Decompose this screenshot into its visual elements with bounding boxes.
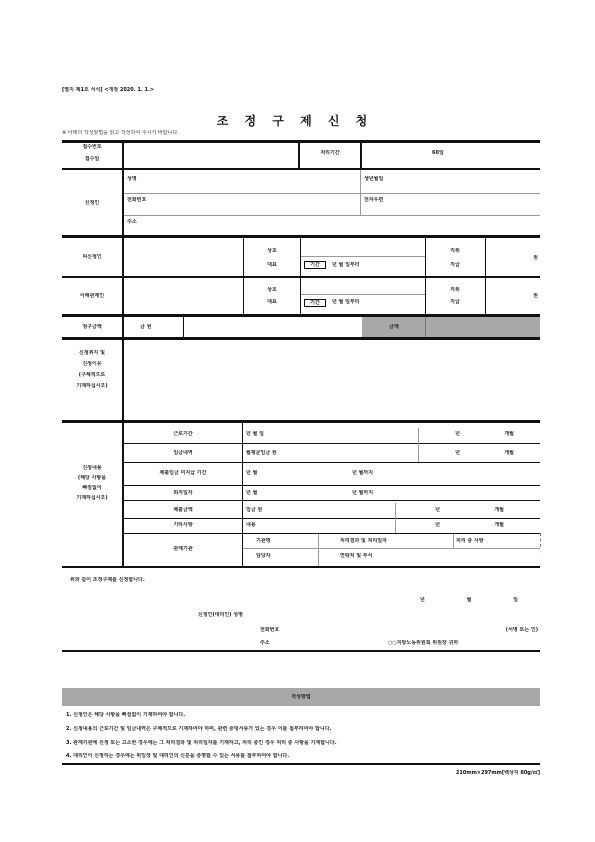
details-section-label (64, 465, 120, 501)
rule (360, 143, 362, 168)
rule (124, 485, 540, 486)
details-other-sub1: 기관명 (256, 538, 271, 544)
details-row-value[interactable]: 년 월 (246, 490, 258, 496)
notes-line: 1. 신청인은 해당 사항을 빠짐없이 기재하여야 합니다. (66, 712, 186, 718)
rule (62, 650, 540, 652)
party1-unit: 원 (533, 255, 538, 261)
overflow-marker (540, 533, 544, 547)
details-row-value[interactable]: 년 월까지 (352, 470, 374, 476)
details-other-sub1-v2[interactable]: 처리 중 사항 (456, 538, 484, 544)
rule (124, 500, 540, 501)
declaration-applicant: 신청인(대리인) 성명 (198, 612, 243, 618)
details-row-label: 체불임금 미지급 기간 (159, 470, 207, 476)
rule (62, 763, 540, 765)
rule (124, 443, 540, 444)
rule (124, 533, 540, 534)
applicant-phone-label: 전화번호 (127, 197, 147, 203)
details-row-value: 년 (435, 522, 440, 528)
processing-label: 처리기간 (320, 150, 340, 156)
rule (301, 256, 425, 257)
details-label-line: 기재하십시오) (76, 495, 108, 501)
details-row-value: 년 (455, 450, 460, 456)
applicant-address-label: 주소 (127, 219, 137, 225)
details-label-line: 빠짐없이 (82, 485, 102, 491)
purpose-textarea[interactable] (124, 340, 540, 420)
rule (425, 238, 426, 314)
party2-unit: 원 (533, 293, 538, 299)
notes-line: 4. 대리인이 신청하는 경우에는 위임장 및 대리인의 신분을 증명할 수 있는 서류를 첨부하여야 합니다. (66, 753, 290, 759)
rule (243, 548, 540, 549)
party2-field1: 상호 (267, 287, 277, 293)
rule (124, 518, 540, 519)
details-other-sub2-v1[interactable]: 연락처 및 부서 (340, 553, 373, 559)
party1-field1: 상호 (267, 248, 277, 254)
declaration-statement: 위와 같이 조정구제를 신청합니다. (70, 577, 145, 583)
rule (360, 170, 361, 215)
rule (453, 534, 454, 548)
party2-date[interactable]: 년 월 일부터 (332, 299, 360, 305)
rule (62, 235, 540, 238)
rule (124, 215, 540, 216)
details-row-value[interactable]: 년 월 (246, 470, 258, 476)
applicant-email-label: 전자우편 (364, 197, 384, 203)
details-row-value: 개월 (504, 431, 514, 437)
form-number: [별지 제1호 서식] <개정 2020. 1. 1.> (62, 87, 155, 93)
notes-line: 3. 관계기관에 진정 또는 고소한 경우에는 그 처리결과 및 처리일자를 기재하고, 처리 중인 경우 처리 중 사항을 기재합니다. (66, 740, 337, 746)
rule (62, 168, 540, 170)
notes-line: 2. 신청내용의 근로기간 및 임금내역은 구체적으로 기재하여야 하며, 관련 증빙서류가 있는 경우 이를 첨부하여야 합니다. (66, 726, 332, 732)
claim-label: 청구금액 (82, 324, 102, 330)
declaration-phone: 전화번호 (260, 627, 280, 633)
details-row-value: 년 (455, 431, 460, 437)
party1-field2: 대표 (267, 262, 277, 268)
rule (395, 503, 396, 533)
rule (242, 423, 243, 566)
rule (62, 276, 540, 278)
paper-size-footer: 210mm×297mm[백상지 80g/㎡] (455, 770, 540, 776)
purpose-label-line: 기재하십시오) (76, 383, 108, 389)
receipt-no-field[interactable] (124, 143, 298, 168)
declaration-date[interactable]: 년 월 일 (420, 597, 538, 603)
party1-date[interactable]: 년 월 일부터 (332, 262, 360, 268)
party2-side2: 직급 (450, 299, 460, 305)
details-label-line: 신청내용 (82, 465, 102, 471)
details-row-value: 개월 (494, 507, 504, 513)
applicant-birth-label: 생년월일 (364, 176, 384, 182)
party1-side2: 직급 (450, 262, 460, 268)
rule (425, 317, 426, 337)
declaration-sign[interactable]: (서명 또는 인) (505, 627, 538, 633)
details-row-value[interactable]: 월평균임금 원 (246, 450, 277, 456)
details-row-value[interactable]: 임금 원 (246, 507, 263, 513)
party2-period-label: 기간 (304, 299, 326, 307)
rule (124, 462, 540, 463)
details-row-label: 기타사항 (173, 522, 193, 528)
details-row-label: 임금내역 (173, 450, 193, 456)
rule (485, 238, 486, 314)
details-row-value[interactable]: 년 월까지 (352, 490, 374, 496)
receipt-no-label: 접수번호 (82, 144, 102, 150)
claim-value: 금 원 (140, 324, 152, 330)
declaration-address: 주소 (260, 640, 270, 646)
details-row-value[interactable]: 년 월 일 (246, 431, 264, 437)
rule (298, 143, 300, 168)
page-title: 조 정 구 제 신 청 (216, 114, 374, 128)
rule (318, 534, 319, 566)
details-other-sub2: 담당자 (256, 553, 271, 559)
rule (183, 317, 184, 337)
details-other-label: 관계기관 (173, 546, 193, 552)
processing-value: 60일 (432, 150, 444, 156)
purpose-label-line: 신청취지 및 (79, 350, 105, 356)
rule (243, 238, 244, 314)
applicant-section-label: 신청인 (84, 200, 100, 206)
purpose-label-line: 신청이유 (82, 361, 102, 367)
rule (418, 428, 419, 462)
purpose-label-line: (구체적으로 (78, 372, 106, 378)
rule (301, 294, 425, 295)
purpose-label (64, 350, 120, 389)
rule (62, 420, 540, 423)
details-row-value: 개월 (494, 522, 504, 528)
details-row-label: 근로기간 (173, 431, 193, 437)
party2-field2: 대표 (267, 299, 277, 305)
details-row-value: 년 (435, 507, 440, 513)
details-label-line: (해당 사항을 (77, 475, 107, 481)
details-row-value[interactable]: 내용 (246, 522, 256, 528)
rule (124, 193, 540, 194)
rule (300, 238, 301, 314)
details-other-sub1-v1[interactable]: 처리결과 및 처리일자 (340, 538, 387, 544)
receipt-date-label: 접수일 (84, 156, 100, 162)
party2-side1: 직위 (450, 287, 460, 293)
party1-period-label: 기간 (304, 261, 326, 269)
subtitle-note: ※ 아래의 작성방법을 읽고 작성하여 주시기 바랍니다. (62, 130, 179, 136)
applicant-name-label: 성명 (127, 176, 137, 182)
details-row-label: 체불금액 (173, 507, 193, 513)
party1-label: 피신청인 (82, 254, 102, 260)
party2-label: 이해관계인 (79, 293, 105, 299)
claim-amount-label: 금액 (389, 324, 399, 330)
details-row-value: 개월 (504, 450, 514, 456)
notes-header: 작성방법 (291, 694, 311, 700)
details-row-label: 퇴직일자 (173, 490, 193, 496)
declaration-recipient: ○○지방노동위원회 위원장 귀하 (388, 640, 459, 646)
party1-side1: 직위 (450, 248, 460, 254)
rule (62, 566, 540, 568)
